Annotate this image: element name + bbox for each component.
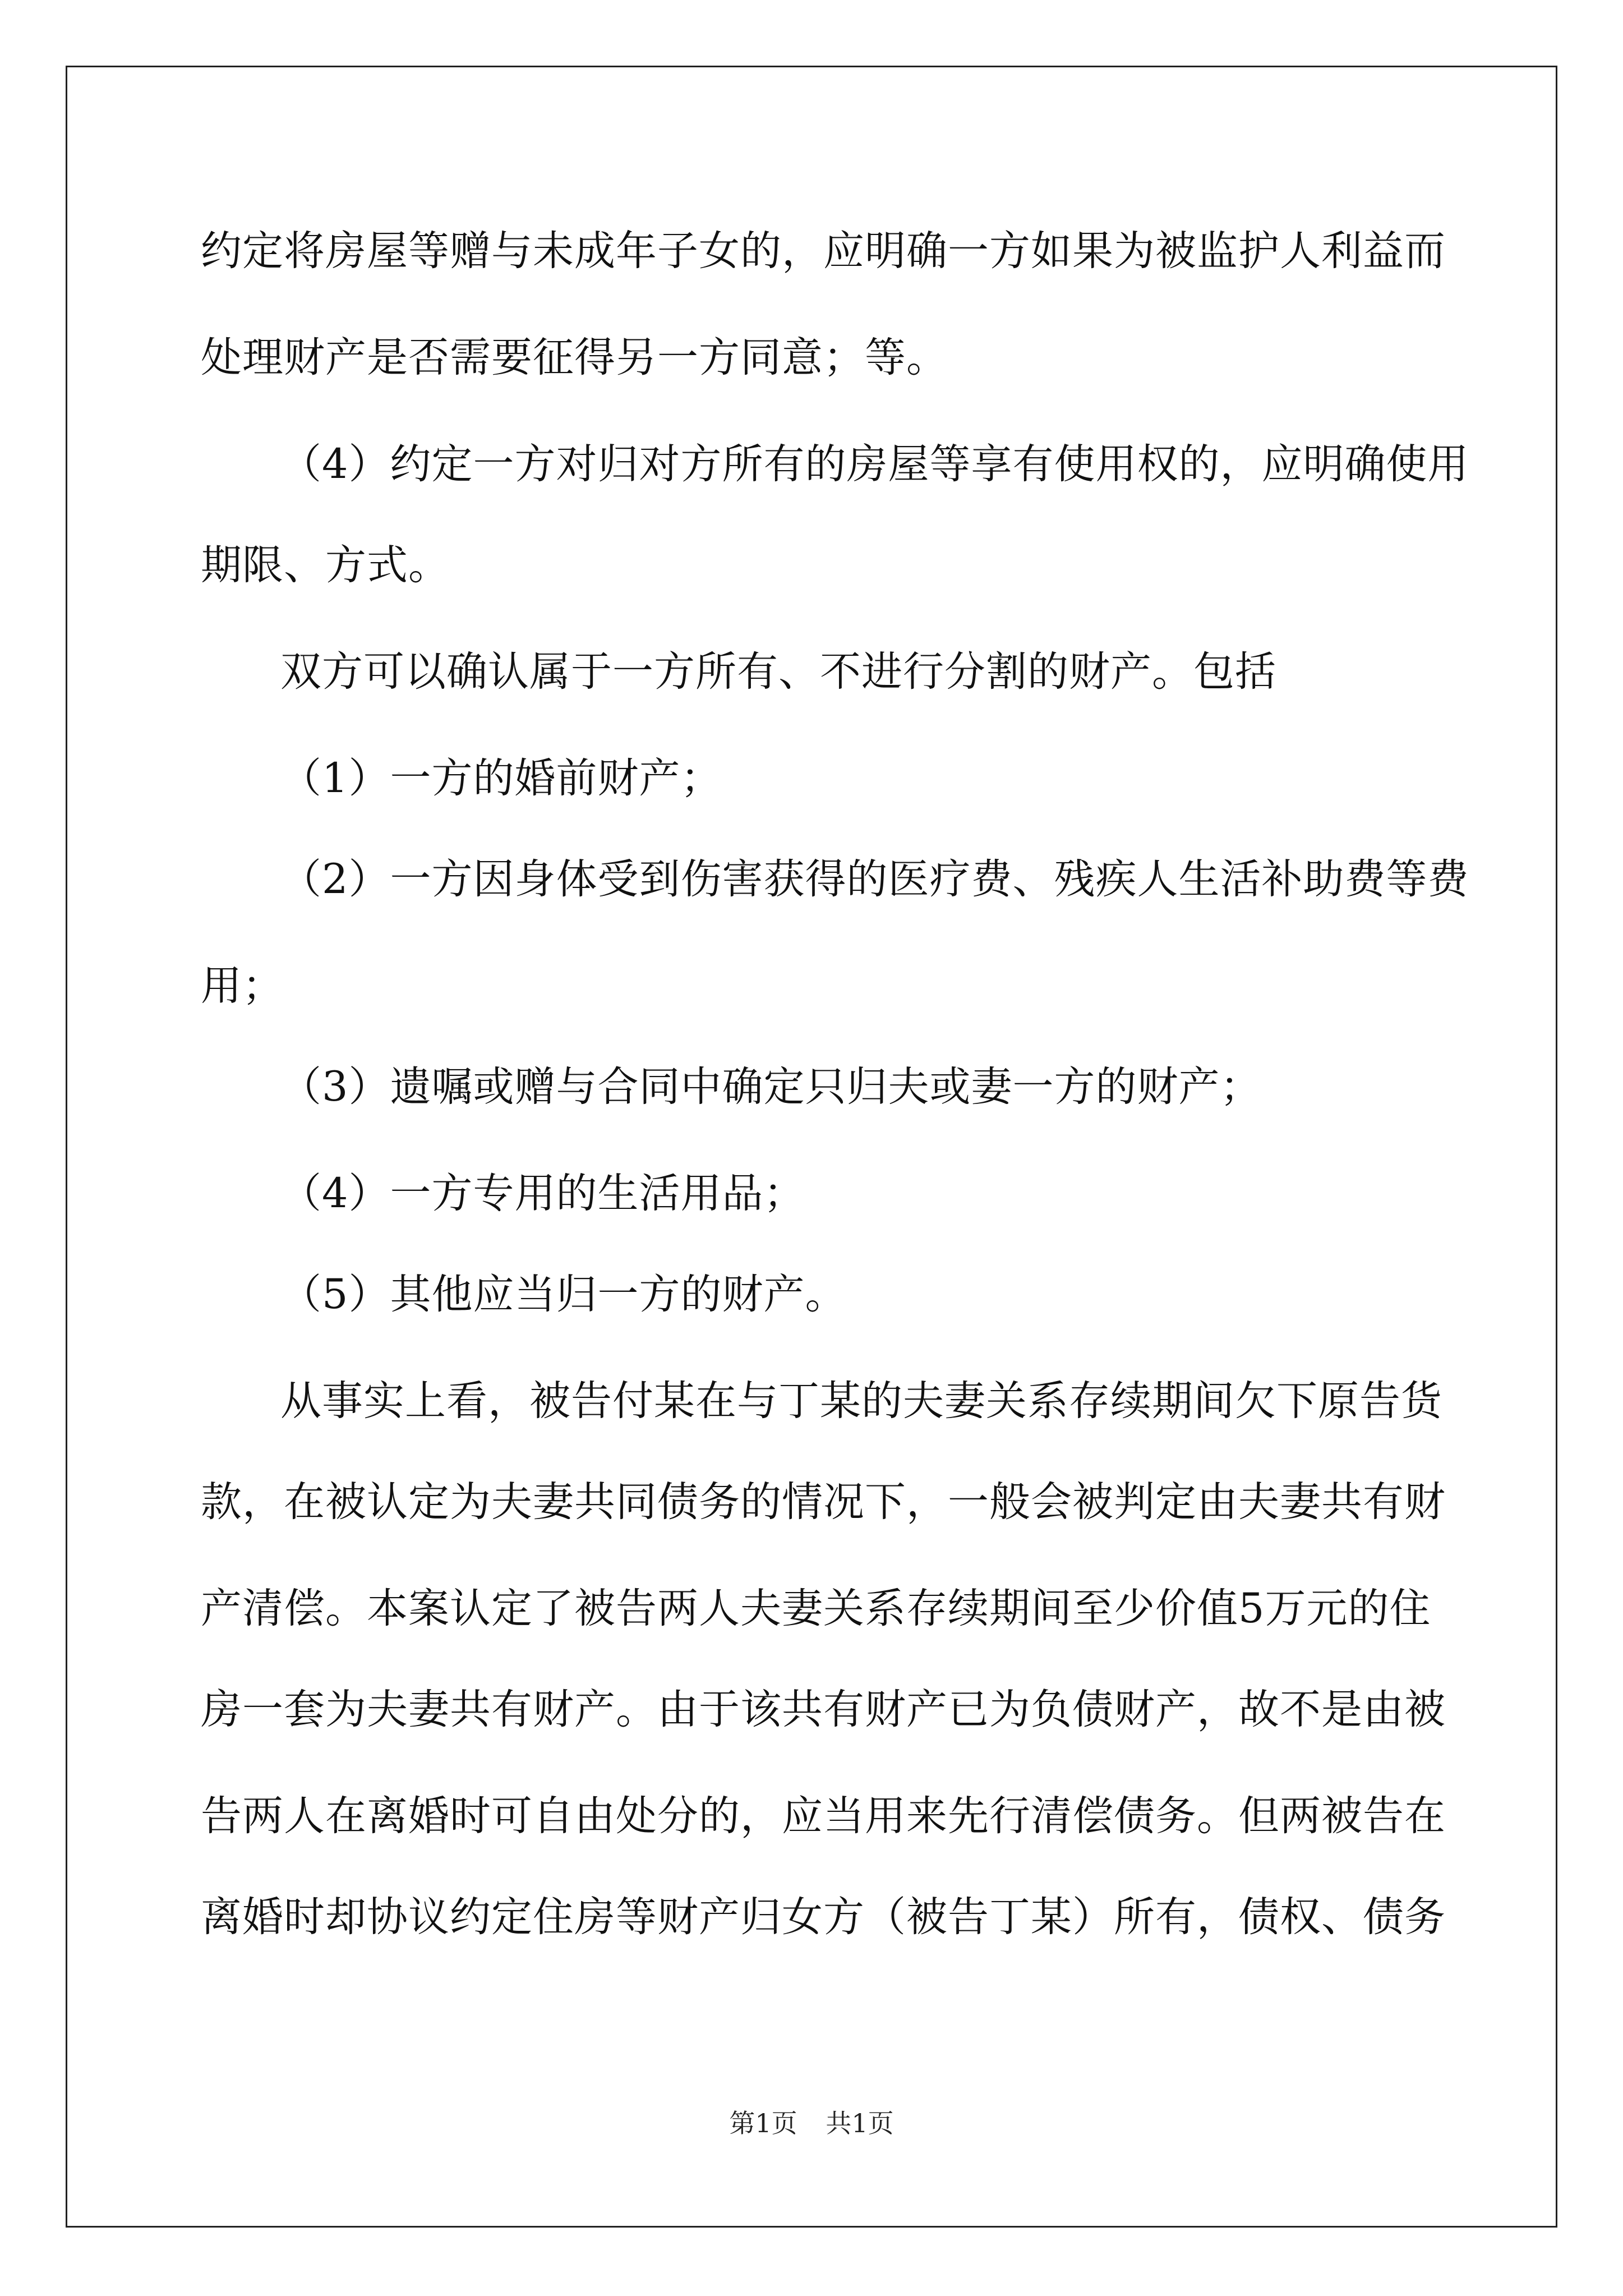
text-line: 期限、方式。 xyxy=(201,541,450,589)
text-line: 约定将房屋等赠与未成年子女的，应明确一方如果为被监护人利益而 xyxy=(201,227,1446,275)
text-line: （4）一方专用的生活用品； xyxy=(280,1170,805,1217)
text-line: 从事实上看，被告付某在与丁某的夫妻关系存续期间欠下原告货 xyxy=(280,1377,1442,1425)
text-line: 双方可以确认属于一方所有、不进行分割的财产。包括 xyxy=(280,648,1276,696)
text-line: （3）遗嘱或赠与合同中确定只归夫或妻一方的财产； xyxy=(280,1063,1262,1111)
page-footer xyxy=(0,2106,1623,2140)
text-line: （2）一方因身体受到伤害获得的医疗费、残疾人生活补助费等费 xyxy=(280,855,1469,903)
text-line: （5）其他应当归一方的财产。 xyxy=(280,1271,847,1318)
total-pages: 共1页 xyxy=(826,2108,894,2138)
text-line: 房一套为夫妻共有财产。由于该共有财产已为负债财产，故不是由被 xyxy=(201,1686,1446,1733)
text-line: 告两人在离婚时可自由处分的，应当用来先行清偿债务。但两被告在 xyxy=(201,1792,1446,1840)
text-line: （4）约定一方对归对方所有的房屋等享有使用权的，应明确使用 xyxy=(280,440,1469,488)
text-line: 产清偿。本案认定了被告两人夫妻关系存续期间至少价值5万元的住 xyxy=(201,1585,1431,1632)
page-number: 第1页 xyxy=(729,2108,797,2138)
text-line: （1）一方的婚前财产； xyxy=(280,754,722,802)
text-line: 款，在被认定为夫妻共同债务的情况下，一般会被判定由夫妻共有财 xyxy=(201,1478,1446,1526)
text-line: 用； xyxy=(201,962,284,1010)
text-line: 离婚时却协议约定住房等财产归女方（被告丁某）所有，债权、债务 xyxy=(201,1893,1446,1941)
text-line: 处理财产是否需要征得另一方同意；等。 xyxy=(201,334,948,381)
